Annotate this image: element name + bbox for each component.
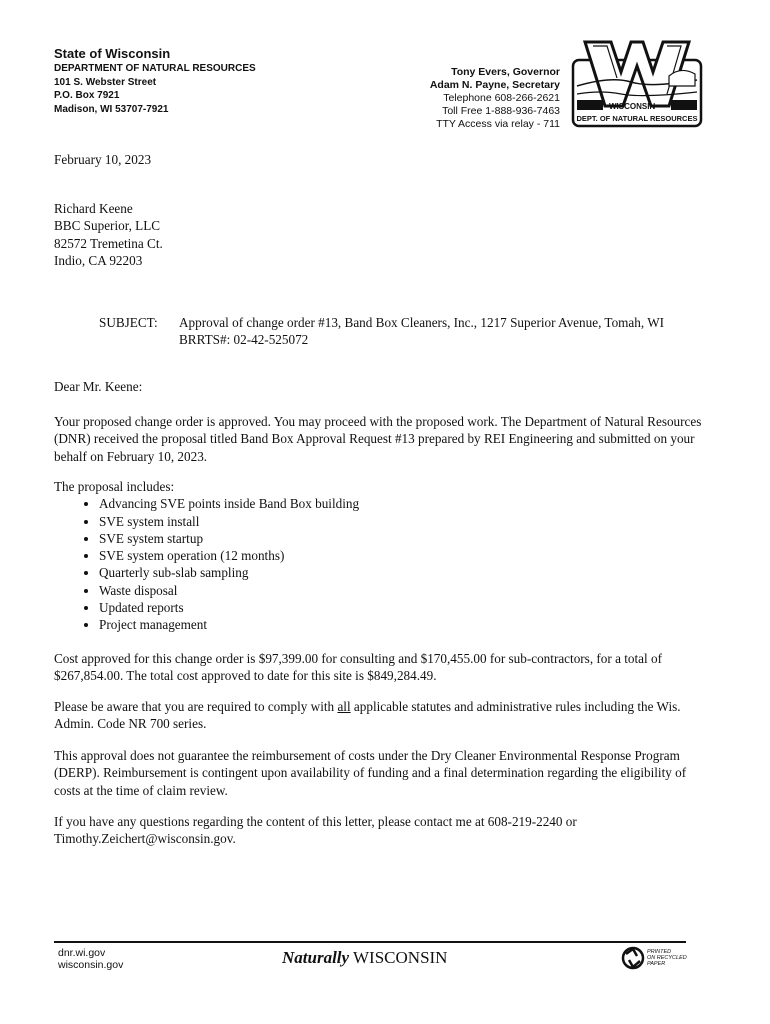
agency-address-block <box>54 46 256 116</box>
recipient-name: Richard Keene <box>54 201 133 216</box>
wisconsin-website-link[interactable]: wisconsin.gov <box>58 959 124 971</box>
compliance-underlined-word: all <box>337 699 351 714</box>
city-zip: Madison, WI 53707-7921 <box>54 103 169 115</box>
footer-links <box>58 947 123 971</box>
logo-text-line1: WISCONSIN <box>609 102 656 111</box>
subject-block <box>99 314 664 349</box>
list-item: • SVE system startup <box>99 530 714 547</box>
list-item: • Quarterly sub-slab sampling <box>99 564 714 581</box>
paragraph-cost: Cost approved for this change order is $97,399.00 for consulting and $170,455.00 for sub-contractors, for a total of $267,854.00. The total cost approved to date for this site is $849,284.49. <box>54 651 662 684</box>
telephone: Telephone 608-266-2621 <box>443 92 560 104</box>
recipient-city: Indio, CA 92203 <box>54 252 143 268</box>
subject-label: SUBJECT: <box>99 315 158 330</box>
paragraph-compliance <box>54 698 714 733</box>
includes-list <box>54 495 714 633</box>
recipient-address <box>54 200 163 269</box>
recipient-company: BBC Superior, LLC <box>54 218 161 234</box>
proposal-includes <box>54 478 714 634</box>
state-name: State of Wisconsin <box>54 46 171 61</box>
paragraph-approval: Your proposed change order is approved. You may proceed with the proposed work. The Department of Natural Resources (DNR) received the proposal titled Band Box Approval Request #13 prepared by REI Engineering and submitted on your behalf on February 10, 2023. <box>54 414 702 464</box>
compliance-text-start: Please be aware that you are required to comply with <box>54 699 338 714</box>
paragraph-contact: If you have any questions regarding the content of this letter, please contact me at 608-219-2240 or Timothy.Zeichert@wisconsin.gov. <box>54 814 577 847</box>
wisconsin-text: WISCONSIN <box>353 948 448 967</box>
department-name: DEPARTMENT OF NATURAL RESOURCES <box>54 63 256 74</box>
subject-line1: Approval of change order #13, Band Box Cleaners, Inc., 1217 Superior Avenue, Tomah, WI <box>179 315 665 330</box>
naturally-text: Naturally <box>282 948 350 967</box>
recycled-paper-icon <box>621 945 691 971</box>
includes-intro: The proposal includes: <box>54 479 175 494</box>
recycled-text-line1: PRINTED <box>647 949 672 955</box>
street-address: 101 S. Webster Street <box>54 76 157 88</box>
logo-text-line2: DEPT. OF NATURAL RESOURCES <box>576 114 698 123</box>
po-box: P.O. Box 7921 <box>54 90 120 101</box>
list-item: • Project management <box>99 616 714 633</box>
officials-contact-block <box>430 66 560 131</box>
list-item: • SVE system install <box>99 513 714 530</box>
compliance-text-end: applicable statutes and administrative rules including the Wis. Admin. Code NR 700 series. <box>54 699 681 732</box>
tty-access: TTY Access via relay - 711 <box>436 118 560 130</box>
recycled-text-line2: ON RECYCLED <box>647 955 687 961</box>
salutation: Dear Mr. Keene: <box>54 379 143 394</box>
recycled-text-line3: PAPER <box>647 961 666 967</box>
recipient-street: 82572 Tremetina Ct. <box>54 235 163 251</box>
list-item: • SVE system operation (12 months) <box>99 547 714 564</box>
list-item: • Updated reports <box>99 599 714 616</box>
naturally-wisconsin-wordmark <box>282 948 447 968</box>
dnr-website-link[interactable]: dnr.wi.gov <box>58 947 106 959</box>
governor-name: Tony Evers, Governor <box>451 66 560 78</box>
paragraph-reimbursement: This approval does not guarantee the reimbursement of costs under the Dry Cleaner Environmental Response Program (DERP). Reimbursement is contingent upon availability of funding and a final determination regarding the eligibility of costs at the time of claim review. <box>54 748 687 798</box>
list-item: • Advancing SVE points inside Band Box building <box>99 495 714 512</box>
letter-date: February 10, 2023 <box>54 152 152 167</box>
dnr-logo <box>571 36 703 128</box>
toll-free: Toll Free 1-888-936-7463 <box>442 105 560 117</box>
secretary-name: Adam N. Payne, Secretary <box>429 79 560 91</box>
subject-line2: BRRTS#: 02-42-525072 <box>179 332 309 348</box>
list-item: • Waste disposal <box>99 582 714 599</box>
footer-divider <box>54 941 686 943</box>
